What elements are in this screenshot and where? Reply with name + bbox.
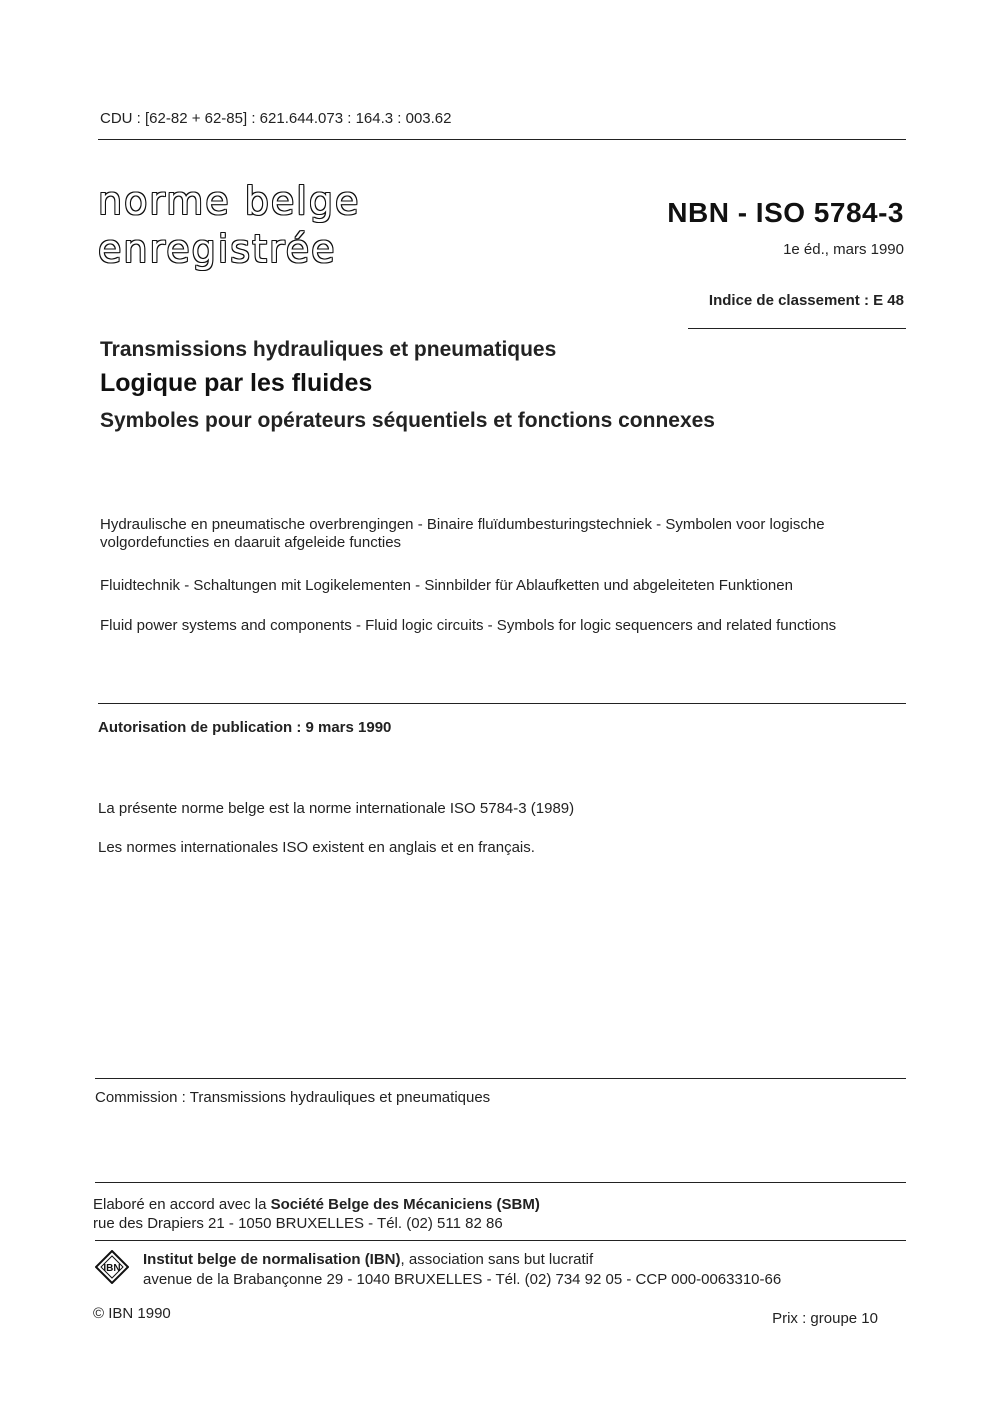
copyright: © IBN 1990 [93,1305,171,1322]
sbm-name: Société Belge des Mécaniciens (SBM) [270,1196,540,1213]
ibn-logo-text: IBN [103,1263,121,1274]
note-languages: Les normes internationales ISO existent en anglais et en français. [98,839,535,856]
ibn-institute [143,1251,593,1268]
commission: Commission : Transmissions hydrauliques et pneumatiques [95,1089,491,1106]
divider-top [98,139,906,140]
ibn-logo [95,1250,129,1284]
dutch-title: Hydraulische en pneumatische overbrengingen - Binaire fluïdumbesturingstechniek - Symbolen voor logische volgordefuncties en daaruit afgeleide functies [100,516,825,551]
price-group: Prix : groupe 10 [772,1310,878,1327]
subtitle: Symboles pour opérateurs séquentiels et fonctions connexes [100,409,715,432]
english-title: Fluid power systems and components - Fluid logic circuits - Symbols for logic sequencers and related functions [100,617,837,634]
divider-footer [95,1182,906,1183]
divider-indice [688,328,906,329]
ibn-name: Institut belge de normalisation (IBN) [143,1251,401,1268]
main-subject: Transmissions hydrauliques et pneumatiques [100,338,557,361]
sbm-agreement [93,1196,540,1213]
german-title: Fluidtechnik - Schaltungen mit Logikelementen - Sinnbilder für Ablaufketten und abgeleiteten Funktionen [100,577,793,594]
sbm-address: rue des Drapiers 21 - 1050 BRUXELLES - Tél. (02) 511 82 86 [93,1215,503,1232]
divider-commission [95,1078,906,1079]
title-enregistree: enregistrée [98,227,337,271]
cdu-classification: CDU : [62-82 + 62-85] : 621.644.073 : 164.3 : 003.62 [100,110,452,127]
publication-authorization: Autorisation de publication : 9 mars 1990 [98,719,392,736]
ibn-address: avenue de la Brabançonne 29 - 1040 BRUXELLES - Tél. (02) 734 92 05 - CCP 000-0063310-66 [143,1271,782,1288]
ibn-suffix: , association sans but lucratif [400,1251,594,1268]
classification-index: Indice de classement : E 48 [708,292,904,309]
divider-ibn [95,1240,906,1241]
divider-publication [98,703,906,704]
note-iso-equivalence: La présente norme belge est la norme internationale ISO 5784-3 (1989) [98,800,575,817]
main-title: Logique par les fluides [100,369,373,397]
title-norme-belge: norme belge [98,179,361,223]
standard-number: NBN - ISO 5784-3 [667,197,904,228]
edition-date: 1e éd., mars 1990 [783,241,904,258]
elabore-prefix: Elaboré en accord avec la [93,1196,271,1213]
